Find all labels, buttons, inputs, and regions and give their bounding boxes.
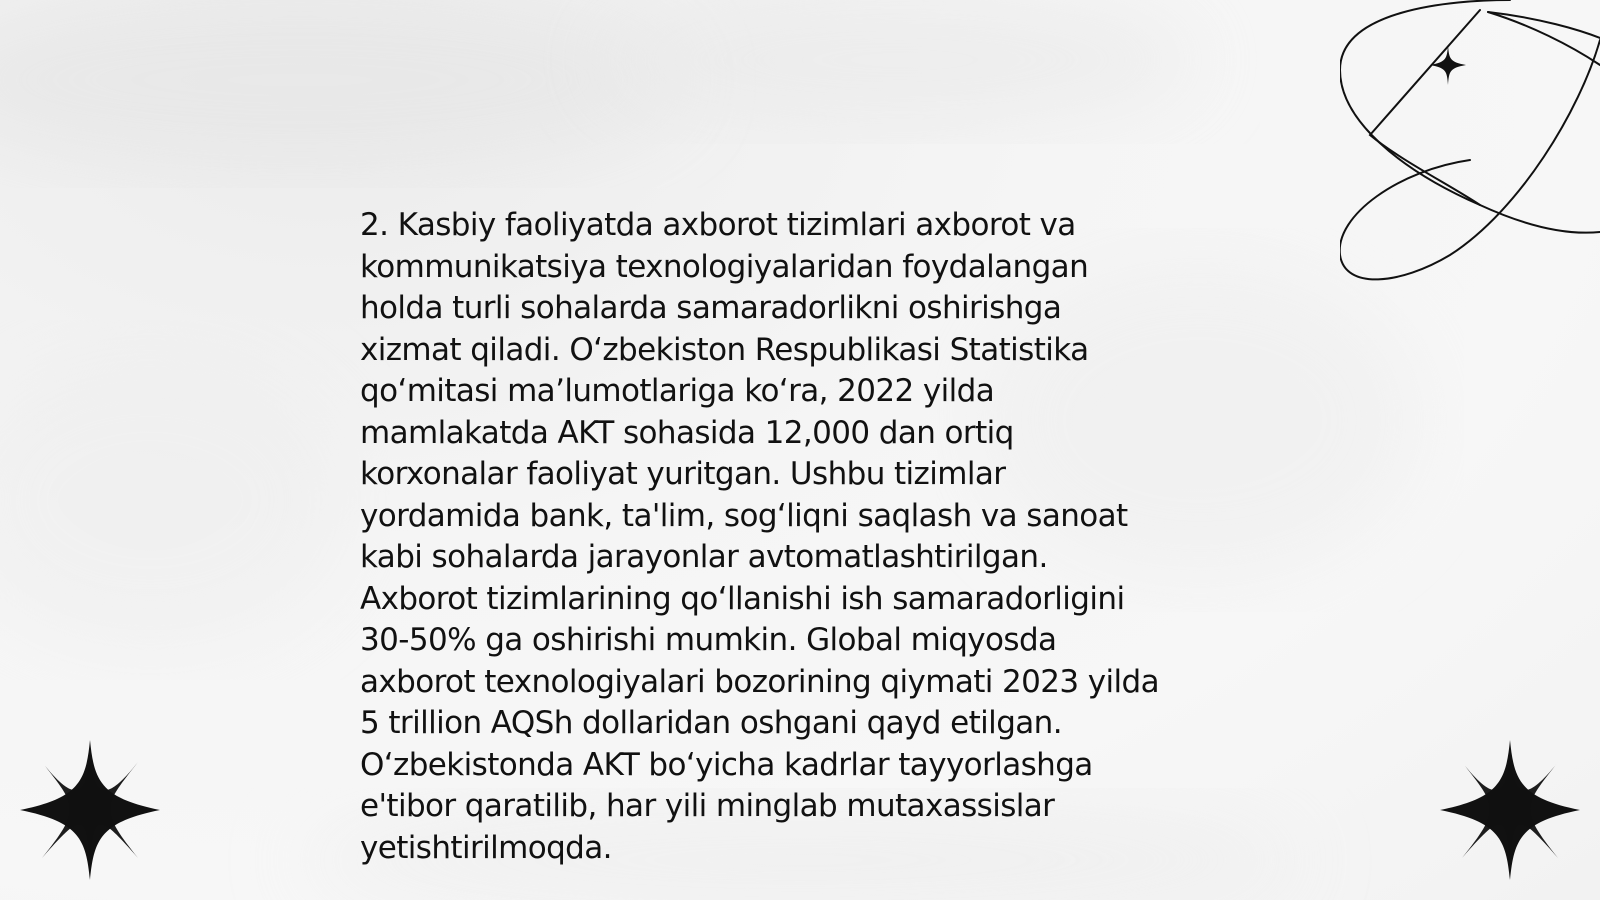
paragraph-line: 5 trillion AQSh dollaridan oshgani qayd etilgan.	[360, 705, 1062, 741]
paragraph-line: axborot texnologiyalari bozorining qiymati 2023 yilda	[360, 663, 1160, 700]
paragraph-line: korxonalar faoliyat yuritgan. Ushbu tizimlar	[360, 456, 1006, 492]
paragraph-line: kommunikatsiya texnologiyalaridan foydalangan	[360, 248, 1089, 285]
paragraph-line: yetishtirilmoqda.	[360, 829, 612, 866]
paragraph-line: holda turli sohalarda samaradorlikni oshirishga	[360, 290, 1062, 326]
paragraph-line: qo‘mitasi ma’lumotlariga ko‘ra, 2022 yilda	[360, 373, 995, 409]
paragraph-line: xizmat qiladi. O‘zbekiston Respublikasi Statistika	[360, 331, 1089, 368]
paragraph-line: 2. Kasbiy faoliyatda axborot tizimlari axborot va	[360, 207, 1076, 243]
orbit-lines-icon	[1340, 0, 1600, 290]
four-point-star-icon	[1440, 740, 1580, 880]
paragraph-line: yordamida bank, ta'lim, sog‘liqni saqlash va sanoat	[360, 497, 1128, 534]
paragraph-line: 30-50% ga oshirishi mumkin. Global miqyosda	[360, 622, 1057, 658]
paragraph-line: O‘zbekistonda AKT bo‘yicha kadrlar tayyorlashga	[360, 746, 1093, 783]
paragraph-line: e'tibor qaratilib, har yili minglab mutaxassislar	[360, 788, 1055, 824]
four-point-star-icon	[20, 740, 160, 880]
paragraph-line: kabi sohalarda jarayonlar avtomatlashtirilgan.	[360, 539, 1048, 575]
body-paragraph	[360, 205, 1240, 869]
paragraph-line: mamlakatda AKT sohasida 12,000 dan ortiq	[360, 414, 1014, 451]
small-sparkle-icon	[1428, 43, 1468, 87]
paragraph-line: Axborot tizimlarining qo‘llanishi ish samaradorligini	[360, 580, 1125, 617]
